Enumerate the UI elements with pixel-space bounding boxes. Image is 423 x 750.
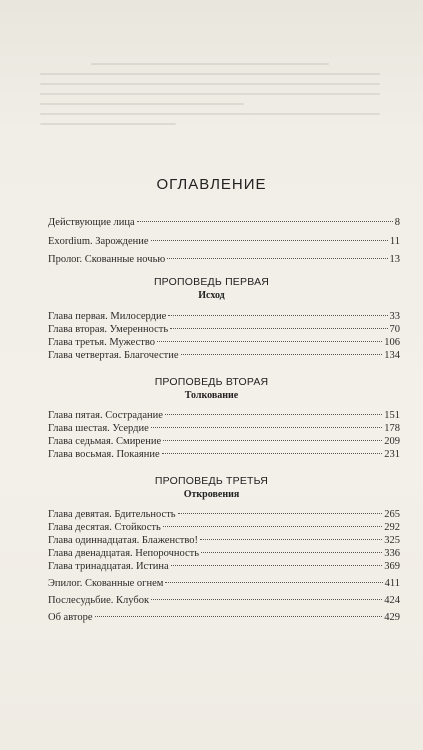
entry-page: 325 (384, 535, 400, 546)
toc-entry (48, 611, 400, 624)
entry-page: 178 (384, 423, 400, 434)
entry-label: Пролог. Скованные ночью (48, 254, 166, 265)
entry-label: Глава двенадцатая. Непорочность (48, 548, 200, 559)
entry-page: 429 (384, 612, 400, 623)
entry-label: Глава одиннадцатая. Блаженство! (48, 535, 198, 546)
entry-label: Глава первая. Милосердие (48, 311, 167, 322)
entry-page: 369 (384, 561, 400, 572)
entry-page: 33 (389, 311, 400, 322)
entry-label: Глава третья. Мужество (48, 337, 155, 348)
entry-label: Глава восьмая. Покаяние (48, 449, 160, 460)
entry-page: 231 (384, 449, 400, 460)
entry-label: Exordium. Зарождение (48, 236, 149, 247)
entry-page: 13 (389, 254, 400, 265)
toc-entry (48, 216, 400, 229)
entry-page: 106 (384, 337, 400, 348)
toc-entry (48, 508, 400, 521)
dot-leader (165, 414, 382, 415)
section-subtitle: Откровения (183, 489, 240, 500)
entry-page: 8 (394, 217, 400, 228)
dot-leader (151, 427, 382, 428)
entry-label: Послесудьбие. Клубок (48, 595, 150, 606)
toc-entry (48, 253, 400, 266)
entry-page: 151 (384, 410, 400, 421)
toc-entry (48, 323, 400, 336)
entry-page: 265 (384, 509, 400, 520)
entry-label: Глава вторая. Умеренность (48, 324, 169, 335)
entry-label: Глава десятая. Стойкость (48, 522, 161, 533)
toc-entry (48, 310, 400, 323)
entry-label: Глава шестая. Усердие (48, 423, 149, 434)
entry-page: 336 (384, 548, 400, 559)
section-heading: ПРОПОВЕДЬ ПЕРВАЯ (153, 276, 270, 288)
dot-leader (170, 328, 387, 329)
toc-title: ОГЛАВЛЕНИЕ (156, 176, 267, 193)
toc-entry (48, 560, 400, 573)
dot-leader (137, 221, 393, 222)
dot-leader (95, 616, 383, 617)
toc-entry (48, 349, 400, 362)
dot-leader (163, 526, 382, 527)
dot-leader (162, 453, 383, 454)
entry-page: 70 (389, 324, 400, 335)
toc-entry (48, 534, 400, 547)
toc-entry (48, 336, 400, 349)
dot-leader (200, 539, 382, 540)
dot-leader (168, 315, 387, 316)
entry-page: 411 (384, 578, 400, 589)
entry-label: Глава четвертая. Благочестие (48, 350, 179, 361)
toc-entry (48, 409, 400, 422)
section-heading: ПРОПОВЕДЬ ВТОРАЯ (154, 376, 269, 388)
toc-entry (48, 235, 400, 248)
entry-label: Глава седьмая. Смирение (48, 436, 162, 447)
entry-page: 209 (384, 436, 400, 447)
bleed-through-text (40, 55, 380, 165)
dot-leader (163, 440, 382, 441)
entry-page: 424 (384, 595, 400, 606)
dot-leader (151, 240, 388, 241)
toc-entry (48, 521, 400, 534)
toc-entry (48, 435, 400, 448)
entry-label: Глава тринадцатая. Истина (48, 561, 169, 572)
entry-page: 292 (384, 522, 400, 533)
dot-leader (167, 258, 387, 259)
dot-leader (201, 552, 382, 553)
entry-label: Действующие лица (48, 217, 135, 228)
entry-page: 11 (389, 236, 400, 247)
toc-entry (48, 448, 400, 461)
entry-label: Глава пятая. Сострадание (48, 410, 163, 421)
section-subtitle: Толкование (184, 390, 239, 401)
section-heading: ПРОПОВЕДЬ ТРЕТЬЯ (154, 475, 269, 487)
toc-entry (48, 577, 400, 590)
entry-label: Эпилог. Скованные огнем (48, 578, 164, 589)
dot-leader (165, 582, 382, 583)
section-subtitle: Исход (198, 290, 225, 301)
entry-label: Об авторе (48, 612, 93, 623)
dot-leader (171, 565, 383, 566)
entry-label: Глава девятая. Бдительность (48, 509, 176, 520)
dot-leader (157, 341, 382, 342)
toc-entry (48, 594, 400, 607)
toc-entry (48, 547, 400, 560)
entry-page: 134 (384, 350, 400, 361)
dot-leader (181, 354, 383, 355)
toc-entry (48, 422, 400, 435)
dot-leader (178, 513, 383, 514)
dot-leader (151, 599, 382, 600)
